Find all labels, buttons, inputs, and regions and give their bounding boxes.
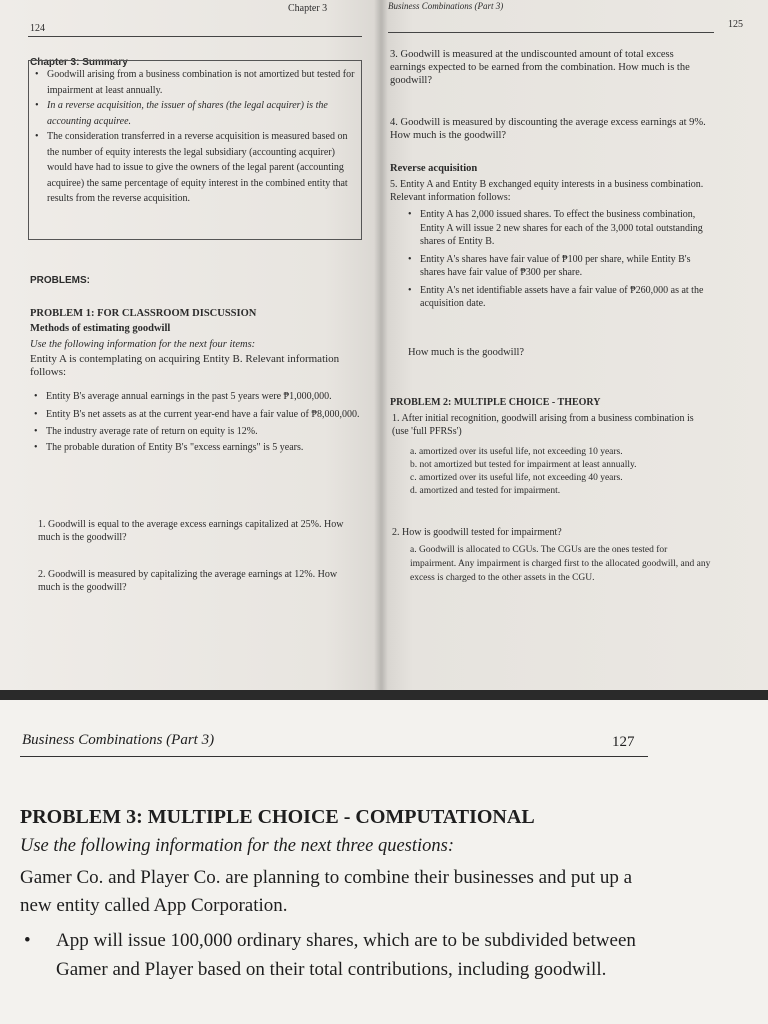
question-5: 5. Entity A and Entity B exchanged equity interests in a business combination. Relevant information follows:: [390, 179, 704, 203]
question-3: 3. Goodwill is measured at the undiscounted amount of total excess earnings expected to be earned from the combination. How much is the goodwill?: [390, 49, 690, 86]
right-page-number: 125: [728, 19, 743, 30]
problem1-item: • The industry average rate of return on equity is 12%.: [34, 425, 360, 439]
summary-box: [28, 60, 362, 240]
summary-heading: Chapter 3: Summary: [30, 57, 128, 68]
choice: c. amortized over its useful life, not exceeding 40 years.: [410, 473, 623, 483]
choice: b. not amortized but tested for impairment at least annually.: [410, 460, 637, 470]
question-5-item: • Entity A's net identifiable assets have a fair value of ₱260,000 as at the acquisition date.: [408, 284, 712, 311]
question-5-prompt: How much is the goodwill?: [408, 347, 525, 358]
left-page-number: 124: [30, 23, 45, 34]
question-5-item: • Entity A's shares have fair value of ₱100 per share, while Entity B's shares have fair value of ₱300 per share.: [408, 253, 712, 280]
summary-item: • Goodwill arising from a business combination is not amortized but tested for impairment at least annually.: [35, 67, 357, 98]
problem1-subtitle: Methods of estimating goodwill: [30, 323, 171, 334]
left-running-head: Chapter 3: [288, 3, 328, 14]
question-4: 4. Goodwill is measured by discounting the average excess earnings at 9%. How much is the goodwill?: [390, 117, 706, 141]
question-5-item: • Entity A has 2,000 issued shares. To effect the business combination, Entity A will issue 2 new shares for each of the 3,000 total outstanding shares of Entity B.: [408, 208, 712, 249]
problem3-instruction: Use the following information for the next three questions:: [20, 836, 455, 856]
bottom-page-number: 127: [612, 734, 635, 750]
bottom-page: [0, 700, 768, 1024]
problem2-q2-choice-a: a. Goodwill is allocated to CGUs. The CGUs are the ones tested for impairment. Any impairment is charged first to the allocated goodwill, and any excess is charged to the other assets in the CGU.: [410, 545, 711, 583]
summary-item: • In a reverse acquisition, the issuer of shares (the legal acquirer) is the accounting acquiree.: [35, 98, 357, 129]
summary-item: • The consideration transferred in a reverse acquisition is measured based on the number of equity interests the legal subsidiary (accounting acquirer) would have had to issue to give the owners of the legal parent (accounting acquiree) the same percentage of equity interest in the combined entity that results from the reverse acquisition.: [35, 129, 357, 207]
problem2-q1-choices: [410, 446, 710, 498]
question-2: 2. Goodwill is measured by capitalizing the average earnings at 12%. How much is the goodwill?: [38, 569, 338, 593]
question-1: 1. Goodwill is equal to the average excess earnings capitalized at 25%. How much is the goodwill?: [38, 519, 344, 543]
right-header-rule: [388, 32, 714, 33]
problem1-item: • Entity B's average annual earnings in the past 5 years were ₱1,000,000.: [34, 390, 360, 404]
problem1-item: • The probable duration of Entity B's "excess earnings" is 5 years.: [34, 441, 360, 455]
problem3-list: [24, 926, 656, 984]
problem1-intro: Entity A is contemplating on acquiring Entity B. Relevant information follows:: [30, 353, 340, 378]
book-gutter-shadow: [374, 0, 388, 690]
bottom-header-rule: [20, 756, 648, 757]
problem3-intro: Gamer Co. and Player Co. are planning to combine their businesses and put up a new entity called App Corporation.: [20, 867, 633, 916]
problem3-title: PROBLEM 3: MULTIPLE CHOICE - COMPUTATIONAL: [20, 806, 535, 828]
left-page: [0, 0, 382, 690]
choice: a. amortized over its useful life, not exceeding 10 years.: [410, 447, 623, 457]
right-running-head: Business Combinations (Part 3): [388, 1, 504, 11]
problem3-item: • App will issue 100,000 ordinary shares, which are to be subdivided between Gamer and Player based on their total contributions, including goodwill.: [24, 926, 656, 984]
question-5-list: [408, 208, 712, 311]
problem1-instruction: Use the following information for the next four items:: [30, 339, 256, 350]
problem1-list: [34, 390, 360, 454]
problem2-question-1: 1. After initial recognition, goodwill arising from a business combination is (use 'full PFRSs'): [392, 413, 694, 437]
problem2-question-2: 2. How is goodwill tested for impairment?: [392, 527, 562, 538]
summary-list: [35, 67, 357, 207]
left-header-rule: [28, 36, 362, 37]
problem1-title: PROBLEM 1: FOR CLASSROOM DISCUSSION: [30, 308, 257, 319]
problem1-item: • Entity B's net assets as at the current year-end have a fair value of ₱8,000,000.: [34, 408, 360, 422]
reverse-acquisition-heading: Reverse acquisition: [390, 163, 478, 174]
problems-heading: PROBLEMS:: [30, 275, 90, 286]
bottom-running-head: Business Combinations (Part 3): [22, 732, 215, 748]
problem2-title: PROBLEM 2: MULTIPLE CHOICE - THEORY: [390, 397, 601, 408]
choice: d. amortized and tested for impairment.: [410, 486, 561, 496]
right-page: [382, 0, 768, 690]
